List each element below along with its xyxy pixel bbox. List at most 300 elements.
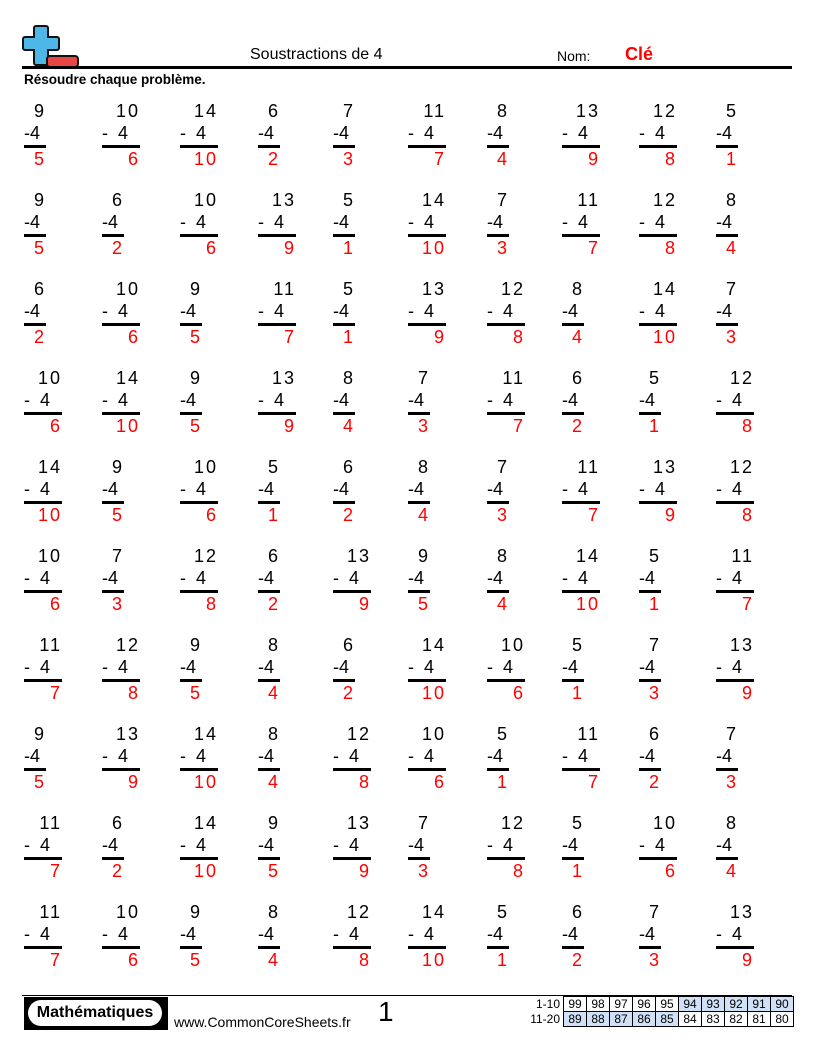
- subtrahend: - 4: [24, 835, 51, 855]
- answer: 10: [421, 950, 446, 970]
- minuend: 7: [725, 724, 738, 744]
- problem: [24, 456, 62, 526]
- answer: 5: [267, 861, 280, 881]
- problem: [716, 723, 738, 793]
- subtrahend: -4: [639, 390, 656, 410]
- subtrahend: -4: [258, 746, 275, 766]
- minuend: 12: [193, 546, 218, 566]
- minuend: 6: [571, 368, 584, 388]
- subtrahend: - 4: [24, 924, 51, 944]
- answer: 8: [205, 594, 218, 614]
- subtrahend: -4: [102, 479, 119, 499]
- score-cell: 80: [771, 1012, 794, 1027]
- site-url: www.CommonCoreSheets.fr: [174, 1014, 351, 1030]
- answer: 5: [189, 416, 202, 436]
- answer: 9: [358, 594, 371, 614]
- answer: 2: [342, 683, 355, 703]
- subtrahend: -4: [258, 924, 275, 944]
- subtrahend: -4: [258, 657, 275, 677]
- minuend: 12: [346, 724, 371, 744]
- minuend: 7: [648, 902, 661, 922]
- answer: 2: [267, 149, 280, 169]
- subtrahend: - 4: [716, 479, 743, 499]
- problem: [180, 100, 218, 170]
- subtrahend: -4: [562, 924, 579, 944]
- answer: 10: [193, 149, 218, 169]
- minuend: 9: [33, 101, 46, 121]
- problem: [639, 189, 677, 259]
- minuend: 10: [115, 101, 140, 121]
- answer: 3: [342, 149, 355, 169]
- answer: 6: [49, 594, 62, 614]
- answer: 10: [421, 683, 446, 703]
- minuend: 9: [189, 279, 202, 299]
- answer: 2: [571, 950, 584, 970]
- problem: [408, 634, 446, 704]
- minuend: 11: [577, 457, 600, 477]
- subtrahend: -4: [716, 746, 733, 766]
- score-cell: 83: [702, 1012, 725, 1027]
- problem: [258, 545, 280, 615]
- minuend: 13: [652, 457, 677, 477]
- answer: 7: [587, 772, 600, 792]
- minuend: 11: [39, 813, 62, 833]
- subtrahend: - 4: [180, 212, 207, 232]
- minuend: 10: [421, 724, 446, 744]
- score-cell: 92: [725, 997, 748, 1012]
- answer: 1: [571, 861, 584, 881]
- subtrahend: -4: [333, 212, 350, 232]
- minuend: 14: [575, 546, 600, 566]
- answer: 4: [725, 238, 738, 258]
- subtrahend: -4: [102, 568, 119, 588]
- problem: [180, 278, 202, 348]
- problem: [333, 901, 371, 971]
- subtrahend: - 4: [716, 390, 743, 410]
- answer: 1: [725, 149, 738, 169]
- score-cell: 81: [748, 1012, 771, 1027]
- subtrahend: -4: [487, 746, 504, 766]
- answer: 4: [267, 772, 280, 792]
- minuend: 8: [571, 279, 584, 299]
- minuend: 12: [729, 457, 754, 477]
- answer: 1: [648, 416, 661, 436]
- answer: 7: [512, 416, 525, 436]
- problem: [562, 278, 584, 348]
- minuend: 9: [111, 457, 124, 477]
- minuend: 13: [271, 190, 296, 210]
- problem: [333, 367, 355, 437]
- minuend: 11: [502, 368, 525, 388]
- problem: [180, 456, 218, 526]
- subtrahend: - 4: [258, 390, 285, 410]
- problem: [408, 723, 446, 793]
- minuend: 14: [421, 190, 446, 210]
- problem: [716, 901, 754, 971]
- answer: 3: [648, 683, 661, 703]
- subtrahend: - 4: [258, 212, 285, 232]
- subtrahend: - 4: [180, 746, 207, 766]
- minuend: 11: [423, 101, 446, 121]
- minuend: 7: [496, 457, 509, 477]
- minuend: 10: [37, 546, 62, 566]
- score-row: [520, 997, 794, 1012]
- problem: [639, 278, 677, 348]
- score-cell: 94: [679, 997, 702, 1012]
- minuend: 6: [111, 190, 124, 210]
- problem: [333, 812, 371, 882]
- answer: 1: [496, 772, 509, 792]
- problem: [716, 100, 738, 170]
- answer: 10: [193, 861, 218, 881]
- problem: [562, 545, 600, 615]
- answer: 7: [741, 594, 754, 614]
- subtrahend: - 4: [24, 479, 51, 499]
- minuend: 6: [571, 902, 584, 922]
- score-cell: 85: [656, 1012, 679, 1027]
- answer: 7: [49, 861, 62, 881]
- minuend: 7: [496, 190, 509, 210]
- subtrahend: - 4: [408, 657, 435, 677]
- answer: 5: [33, 238, 46, 258]
- minuend: 5: [571, 635, 584, 655]
- subtrahend: - 4: [487, 390, 514, 410]
- answer: 4: [496, 594, 509, 614]
- page-title: Soustractions de 4: [250, 46, 383, 63]
- subtrahend: -4: [258, 479, 275, 499]
- score-cell: 97: [610, 997, 633, 1012]
- problem: [102, 812, 124, 882]
- minuend: 8: [267, 902, 280, 922]
- problem: [487, 634, 525, 704]
- answer: 5: [33, 149, 46, 169]
- minuend: 8: [267, 635, 280, 655]
- answer: 9: [741, 683, 754, 703]
- problem: [333, 456, 355, 526]
- problem: [639, 812, 677, 882]
- problem: [639, 100, 677, 170]
- score-cell: 84: [679, 1012, 702, 1027]
- score-cell: 99: [564, 997, 587, 1012]
- problem: [24, 723, 46, 793]
- minuend: 12: [652, 190, 677, 210]
- subtrahend: - 4: [562, 568, 589, 588]
- answer: 6: [127, 149, 140, 169]
- problem: [24, 634, 62, 704]
- subtrahend: -4: [716, 301, 733, 321]
- minuend: 13: [575, 101, 600, 121]
- minuend: 14: [115, 368, 140, 388]
- answer: 5: [111, 505, 124, 525]
- answer: 3: [417, 416, 430, 436]
- answer: 5: [189, 950, 202, 970]
- problem: [716, 367, 754, 437]
- answer: 4: [342, 416, 355, 436]
- subtrahend: -4: [639, 657, 656, 677]
- answer: 4: [725, 861, 738, 881]
- minuend: 7: [417, 368, 430, 388]
- answer: 6: [512, 683, 525, 703]
- answer: 8: [358, 772, 371, 792]
- minuend: 13: [115, 724, 140, 744]
- minuend: 6: [111, 813, 124, 833]
- subtrahend: - 4: [716, 657, 743, 677]
- subtrahend: - 4: [562, 123, 589, 143]
- answer: 9: [127, 772, 140, 792]
- problem: [408, 812, 430, 882]
- answer: 9: [358, 861, 371, 881]
- subtrahend: -4: [639, 568, 656, 588]
- problem: [562, 634, 584, 704]
- answer: 2: [111, 238, 124, 258]
- subtrahend: - 4: [102, 924, 129, 944]
- answer: 6: [205, 505, 218, 525]
- problem: [258, 456, 280, 526]
- minuend: 13: [346, 546, 371, 566]
- minuend: 14: [421, 635, 446, 655]
- subtrahend: - 4: [487, 301, 514, 321]
- answer: 2: [571, 416, 584, 436]
- subtrahend: - 4: [102, 390, 129, 410]
- subtrahend: - 4: [180, 479, 207, 499]
- problem: [562, 723, 600, 793]
- subtrahend: -4: [258, 835, 275, 855]
- minuend: 6: [267, 546, 280, 566]
- minuend: 12: [729, 368, 754, 388]
- problem: [180, 723, 218, 793]
- problem: [102, 723, 140, 793]
- subtrahend: -4: [562, 390, 579, 410]
- answer: 1: [342, 238, 355, 258]
- minuend: 9: [33, 190, 46, 210]
- problem: [716, 456, 754, 526]
- answer: 5: [189, 683, 202, 703]
- answer: 8: [512, 861, 525, 881]
- problem: [24, 901, 62, 971]
- header-divider: [22, 66, 792, 69]
- answer: 10: [115, 416, 140, 436]
- problem: [408, 189, 446, 259]
- score-cell: 96: [633, 997, 656, 1012]
- minuend: 11: [577, 190, 600, 210]
- problem: [562, 812, 584, 882]
- problem: [258, 723, 280, 793]
- minuend: 14: [37, 457, 62, 477]
- subtrahend: -4: [180, 390, 197, 410]
- subtrahend: -4: [180, 657, 197, 677]
- subtrahend: -4: [639, 746, 656, 766]
- subtrahend: - 4: [639, 212, 666, 232]
- answer: 4: [417, 505, 430, 525]
- subtrahend: -4: [487, 212, 504, 232]
- answer: 10: [37, 505, 62, 525]
- problem: [102, 456, 124, 526]
- subtrahend: - 4: [408, 924, 435, 944]
- subtrahend: - 4: [639, 301, 666, 321]
- answer: 9: [741, 950, 754, 970]
- answer: 8: [664, 238, 677, 258]
- answer: 10: [421, 238, 446, 258]
- subtrahend: - 4: [487, 835, 514, 855]
- answer: 6: [205, 238, 218, 258]
- problem: [102, 189, 124, 259]
- problem: [716, 634, 754, 704]
- score-row-label: 1-10: [535, 997, 560, 1011]
- problem: [258, 812, 280, 882]
- answer: 3: [496, 238, 509, 258]
- minuend: 13: [271, 368, 296, 388]
- minuend: 5: [571, 813, 584, 833]
- subtrahend: - 4: [102, 746, 129, 766]
- problem: [716, 812, 738, 882]
- subtrahend: - 4: [408, 746, 435, 766]
- problem: [333, 634, 355, 704]
- score-row: [520, 1012, 794, 1027]
- problem: [180, 812, 218, 882]
- answer: 9: [283, 238, 296, 258]
- minuend: 14: [193, 724, 218, 744]
- plus-minus-logo-icon: [22, 24, 80, 68]
- minuend: 13: [346, 813, 371, 833]
- minuend: 8: [267, 724, 280, 744]
- subtrahend: -4: [716, 212, 733, 232]
- answer: 1: [648, 594, 661, 614]
- subtrahend: - 4: [562, 212, 589, 232]
- problem: [562, 367, 584, 437]
- answer: 2: [648, 772, 661, 792]
- subtrahend: - 4: [24, 390, 51, 410]
- score-cell: 86: [633, 1012, 656, 1027]
- subtrahend: -4: [487, 568, 504, 588]
- score-cell: 87: [610, 1012, 633, 1027]
- score-cell: 89: [564, 1012, 587, 1027]
- problem: [487, 189, 509, 259]
- answer: 10: [193, 772, 218, 792]
- problem: [716, 278, 738, 348]
- subtrahend: - 4: [180, 835, 207, 855]
- minuend: 6: [342, 457, 355, 477]
- problem: [562, 100, 600, 170]
- subtrahend: -4: [24, 301, 41, 321]
- problem: [333, 723, 371, 793]
- problem: [716, 545, 754, 615]
- subtrahend: -4: [487, 479, 504, 499]
- subtrahend: -4: [716, 123, 733, 143]
- minuend: 12: [500, 279, 525, 299]
- subtrahend: - 4: [408, 123, 435, 143]
- name-label: Nom:: [557, 48, 591, 64]
- subtrahend: - 4: [180, 123, 207, 143]
- minuend: 7: [111, 546, 124, 566]
- problem: [562, 901, 584, 971]
- problem: [258, 100, 280, 170]
- subtrahend: - 4: [562, 479, 589, 499]
- problem: [102, 545, 124, 615]
- minuend: 5: [496, 902, 509, 922]
- answer: 5: [189, 327, 202, 347]
- subtrahend: - 4: [333, 835, 360, 855]
- subtrahend: - 4: [639, 835, 666, 855]
- subtrahend: -4: [408, 479, 425, 499]
- problem: [333, 100, 355, 170]
- problem: [487, 545, 509, 615]
- subtrahend: - 4: [716, 924, 743, 944]
- answer: 6: [127, 327, 140, 347]
- minuend: 8: [417, 457, 430, 477]
- subtrahend: - 4: [639, 123, 666, 143]
- problem: [102, 367, 140, 437]
- score-cell: 95: [656, 997, 679, 1012]
- problem: [639, 545, 661, 615]
- subtrahend: -4: [408, 568, 425, 588]
- subtrahend: - 4: [24, 657, 51, 677]
- minuend: 14: [193, 101, 218, 121]
- answer: 8: [664, 149, 677, 169]
- problem: [258, 367, 296, 437]
- answer: 7: [587, 238, 600, 258]
- problem: [333, 278, 355, 348]
- subtrahend: -4: [562, 657, 579, 677]
- minuend: 10: [115, 902, 140, 922]
- minuend: 5: [648, 368, 661, 388]
- subtrahend: - 4: [180, 568, 207, 588]
- answer: 4: [267, 683, 280, 703]
- minuend: 11: [731, 546, 754, 566]
- subtrahend: -4: [333, 390, 350, 410]
- answer: 4: [496, 149, 509, 169]
- score-cell: 90: [771, 997, 794, 1012]
- answer: 1: [571, 683, 584, 703]
- answer: 3: [417, 861, 430, 881]
- minuend: 5: [342, 279, 355, 299]
- subtrahend: -4: [408, 390, 425, 410]
- minuend: 12: [652, 101, 677, 121]
- subtrahend: - 4: [333, 924, 360, 944]
- name-value: Clé: [625, 44, 654, 64]
- problem: [102, 901, 140, 971]
- problem: [487, 456, 509, 526]
- problem: [408, 278, 446, 348]
- problem: [24, 367, 62, 437]
- answer: 6: [433, 772, 446, 792]
- problem: [333, 545, 371, 615]
- problem: [333, 189, 355, 259]
- subtrahend: -4: [408, 835, 425, 855]
- score-cell: 91: [748, 997, 771, 1012]
- minuend: 9: [189, 635, 202, 655]
- subtrahend: - 4: [639, 479, 666, 499]
- answer: 9: [664, 505, 677, 525]
- minuend: 8: [496, 101, 509, 121]
- problem: [180, 189, 218, 259]
- subtrahend: -4: [487, 123, 504, 143]
- problem: [487, 901, 509, 971]
- answer: 7: [587, 505, 600, 525]
- subtrahend: - 4: [333, 746, 360, 766]
- answer: 6: [664, 861, 677, 881]
- minuend: 11: [273, 279, 296, 299]
- answer: 2: [342, 505, 355, 525]
- minuend: 13: [729, 902, 754, 922]
- problem: [24, 189, 46, 259]
- answer: 6: [49, 416, 62, 436]
- problem: [408, 901, 446, 971]
- problem: [102, 634, 140, 704]
- problem: [487, 812, 525, 882]
- problem: [24, 545, 62, 615]
- subtrahend: -4: [24, 746, 41, 766]
- subtrahend: - 4: [716, 568, 743, 588]
